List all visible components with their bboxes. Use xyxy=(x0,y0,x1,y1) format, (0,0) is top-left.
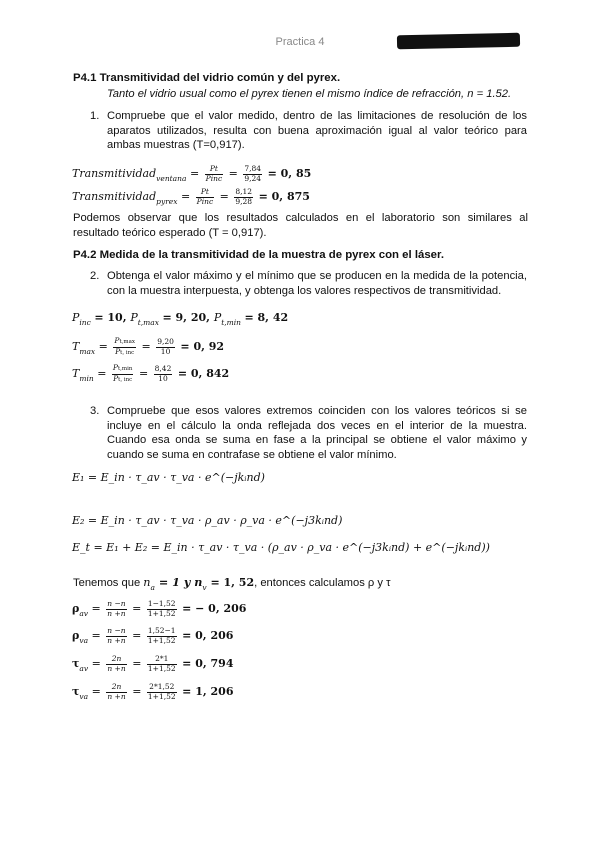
fraction-symbolic: $\frac{n -n}{n +n}$ xyxy=(107,599,126,618)
equation-t-min: $T_{min}$ = $\frac{Pt,\min}{\text{Pt, inc}}$ = $\frac{8,42}{10}$ = 0, 842 xyxy=(72,363,230,383)
fraction-values: $\frac{1-1,52}{1+1,52}$ xyxy=(147,599,176,618)
fraction-symbolic: $\frac{Pt}{\text{Pinc}}$ xyxy=(205,164,223,183)
equation-rho-av: $\rho_{av}$ = $\frac{n -n}{n +n}$ = $\frac{1-1,52}{1+1,52}$ = − 0, 206 xyxy=(72,599,247,618)
fraction-values: $\frac{7,84}{9,24}$ xyxy=(244,164,262,183)
list-number-3: 3. xyxy=(90,405,100,417)
eq-lhs: Transmitividad xyxy=(72,167,157,180)
equation-tau-av: $\tau_{av}$ = $\frac{2n}{n +n}$ = $\frac{2*1}{1+1,52}$ = 0, 794 xyxy=(72,654,234,673)
equation-et: E_t = E₁ + E₂ = E_in · τ_av · τ_va · (ρ_av · ρ_va · e^(−j3kᵢnd) + e^(−jkᵢnd)) xyxy=(72,541,490,554)
list-item-1: Compruebe que el valor medido, dentro de las limitaciones de resolución de los aparatos utilizados, resulta con buena aproximación igual al valor teórico para ambas muestras (T=0,917). xyxy=(107,110,527,152)
fraction-symbolic: $\frac{2n}{n +n}$ xyxy=(107,682,126,701)
equation-transmitividad-pyrex: Transmitividad$_{pyrex}$ = $\frac{Pt}{\text{Pinc}}$ = $\frac{8,12}{9,28}$ = 0, 875 xyxy=(72,187,310,206)
fraction-symbolic: $\frac{Pt}{\text{Pinc}}$ xyxy=(196,187,214,206)
fraction-values: $\frac{1,52-1}{1+1,52}$ xyxy=(147,626,176,645)
fraction-values: $\frac{2*1}{1+1,52}$ xyxy=(147,654,176,673)
list-number-2: 2. xyxy=(90,270,100,282)
section-heading-p42: P4.2 Medida de la transmitividad de la muestra de pyrex con el láser. xyxy=(73,249,444,261)
eq-lhs-sub: ventana xyxy=(156,174,187,183)
page-header: Practica 4 xyxy=(275,36,325,48)
conclusion-paragraph: Podemos observar que los resultados calculados en el laboratorio son similares al resultado teórico esperado (T = 0,917). xyxy=(73,212,528,239)
section-heading-p41: P4.1 Transmitividad del vidrio común y del pyrex. xyxy=(73,72,341,84)
redacted-name-block xyxy=(397,33,520,50)
equation-rho-va: $\rho_{va}$ = $\frac{n -n}{n +n}$ = $\frac{1,52-1}{1+1,52}$ = 0, 206 xyxy=(72,626,234,645)
fraction-symbolic: $\frac{n -n}{n +n}$ xyxy=(107,626,126,645)
equation-transmitividad-ventana: Transmitividad$_{ventana}$ = $\frac{Pt}{\text{Pinc}}$ = $\frac{7,84}{9,24}$ = 0, 85 xyxy=(72,164,312,183)
fraction-symbolic: $\frac{Pt,\min}{\text{Pt, inc}}$ xyxy=(112,363,133,383)
equation-t-max: $T_{max}$ = $\frac{Pt,\max}{\text{Pt, inc}}$ = $\frac{9,20}{10}$ = 0, 92 xyxy=(72,336,225,356)
fraction-values: $\frac{9,20}{10}$ xyxy=(157,337,174,356)
fraction-values: $\frac{2*1,52}{1+1,52}$ xyxy=(147,682,176,701)
fraction-values: $\frac{8,42}{10}$ xyxy=(154,364,172,383)
fraction-symbolic: $\frac{2n}{n +n}$ xyxy=(107,654,126,673)
tenemos-line: Tenemos que $n_a = 1$ y $n_v = 1$, 52, entonces calculamos ρ y τ xyxy=(73,575,391,592)
eq-result: = 0, 85 xyxy=(267,167,312,180)
equation-e2: E₂ = E_in · τ_av · τ_va · ρ_av · ρ_va · e^(−j3kᵢnd) xyxy=(72,514,343,527)
fraction-symbolic: $\frac{Pt,\max}{\text{Pt, inc}}$ xyxy=(114,336,135,356)
eq-lhs-sub: pyrex xyxy=(156,197,178,206)
eq-result: = 0, 875 xyxy=(258,190,310,203)
fraction-values: $\frac{8,12}{9,28}$ xyxy=(235,187,253,206)
equation-power-values: $P_{inc} = 10$, $P_{t,max} = 9$, 20, $P_{t,min} = 8$, 42 xyxy=(72,311,289,327)
equation-e1: E₁ = E_in · τ_av · τ_va · e^(−jkᵢnd) xyxy=(72,471,265,484)
eq-lhs: Transmitividad xyxy=(72,190,157,203)
list-item-3: Compruebe que esos valores extremos coinciden con los valores teóricos si se incluye en el cálculo la onda reflejada dos veces en el interior de la muestra. Cuando esa onda se suma en fase a la principal se obtiene el valor máximo y cuando se suma en contrafase se obtiene el valor mínimo. xyxy=(107,405,527,461)
equation-tau-va: $\tau_{va}$ = $\frac{2n}{n +n}$ = $\frac{2*1,52}{1+1,52}$ = 1, 206 xyxy=(72,682,234,701)
list-item-2: Obtenga el valor máximo y el mínimo que se producen en la medida de la potencia, con la muestra interpuesta, y obtenga los valores respectivos de transmitividad. xyxy=(107,270,527,297)
list-number-1: 1. xyxy=(90,110,100,122)
section-subtitle: Tanto el vidrio usual como el pyrex tienen el mismo índice de refracción, n = 1.52. xyxy=(107,88,512,100)
